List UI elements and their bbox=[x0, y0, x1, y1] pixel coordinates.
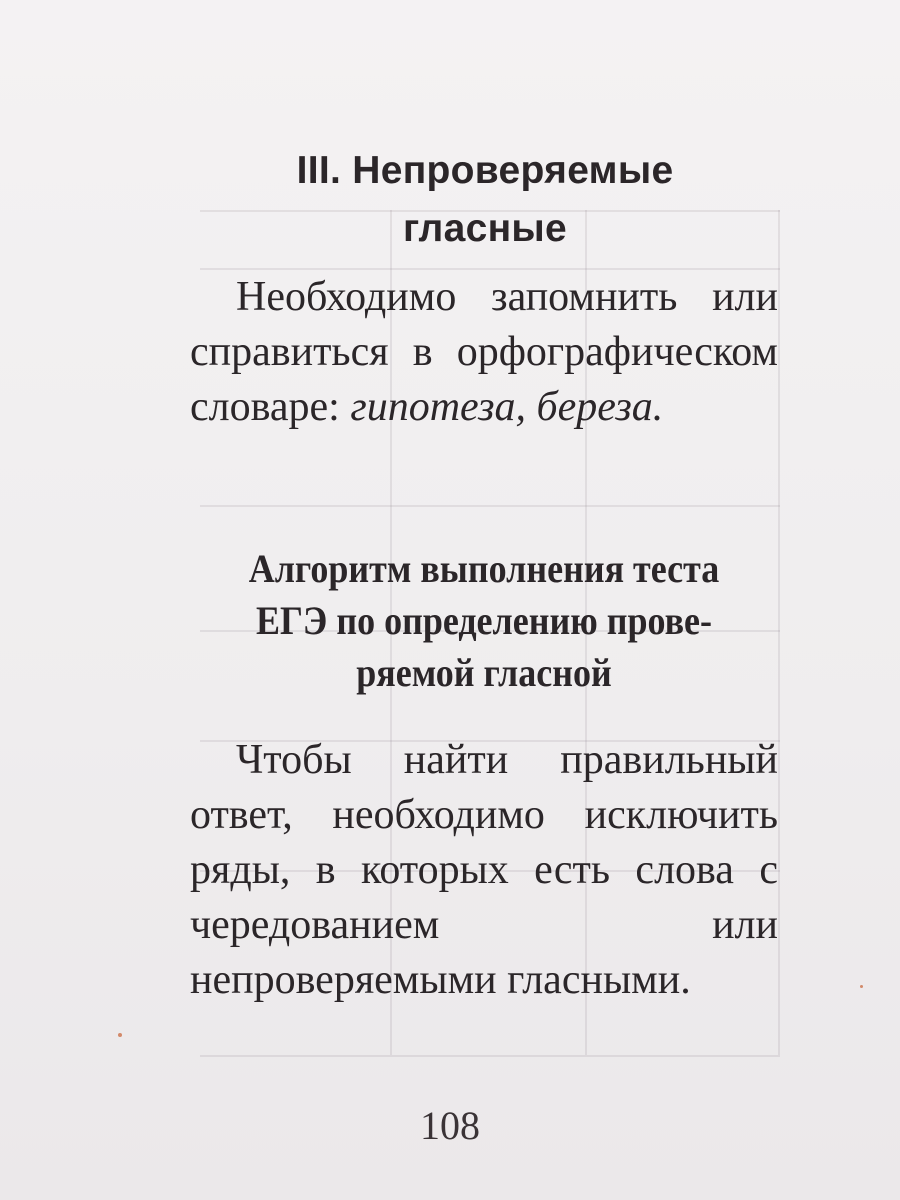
bleed-through-line bbox=[200, 1055, 780, 1057]
page-number: 108 bbox=[420, 1103, 480, 1148]
paragraph-text: Необходимо запомнить или справиться в орфографическом словаре: bbox=[190, 274, 778, 430]
section-title-line: гласные bbox=[402, 207, 568, 250]
paragraph-text: Чтобы найти правильный ответ, необходимо исключить ряды, в которых есть слова с чередованием или непроверяемыми гласными. bbox=[190, 737, 778, 1003]
bleed-through-line bbox=[200, 505, 780, 507]
paper-speck bbox=[860, 985, 863, 988]
algorithm-title-line: ряемой гласной bbox=[356, 650, 612, 695]
algorithm-paragraph bbox=[190, 733, 778, 1008]
section-title-line: III. Непроверяемые bbox=[296, 149, 674, 192]
section-title bbox=[210, 142, 760, 258]
algorithm-title bbox=[219, 543, 748, 699]
algorithm-title-line: ЕГЭ по определению прове- bbox=[256, 598, 712, 643]
example-words: гипотеза, береза. bbox=[350, 384, 664, 430]
algorithm-title-line: Алгоритм выполнения теста bbox=[248, 546, 720, 591]
paper-speck bbox=[118, 1033, 122, 1037]
bleed-through-line bbox=[778, 210, 780, 1055]
section-paragraph bbox=[190, 270, 778, 435]
